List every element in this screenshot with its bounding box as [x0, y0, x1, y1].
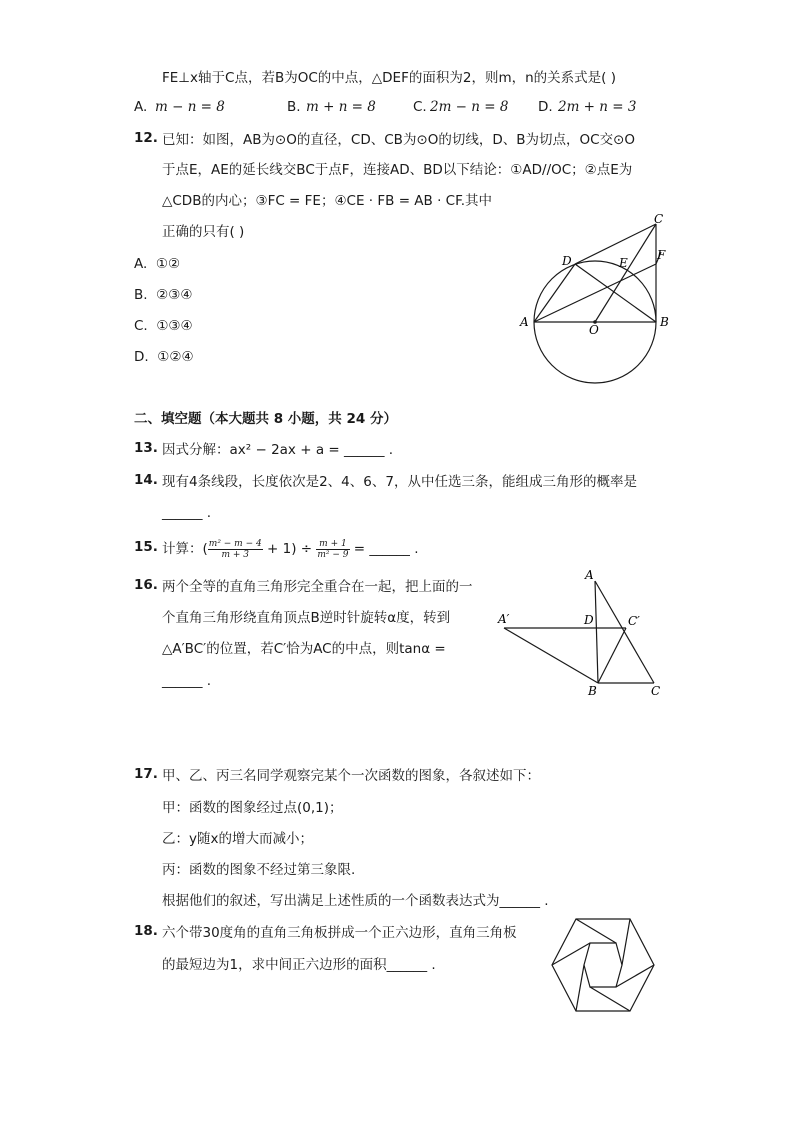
q16-triangle-figure [496, 566, 668, 698]
q13-number: 13. [134, 440, 158, 456]
q16-segment-bc1 [598, 628, 626, 683]
q12-option-a-text: ①② [155, 256, 181, 272]
q15-fraction-1 [208, 539, 263, 560]
q12-option-a-label: A. [134, 256, 148, 272]
q12-line-2: 于点E，AE的延长线交BC于点F，连接AD、BD以下结论：①AD//OC；②点E为 [162, 162, 633, 178]
q14-line-2: ______ . [162, 505, 212, 521]
q11-option-d-label: D. [538, 99, 553, 115]
q15-fraction-1-numerator: m² − m − 4 [208, 538, 262, 549]
q15-middle: + 1) ÷ [262, 541, 317, 557]
q12-option-b-label: B. [134, 287, 148, 303]
q12-option-b [134, 285, 192, 305]
q16-line-2: 个直角三角形绕直角顶点B逆时针旋转α度，转到 [162, 610, 451, 626]
q16-segment-a1b [504, 628, 598, 683]
q12-option-c-label: C. [134, 318, 148, 334]
q12-option-c-text: ①③④ [156, 318, 193, 334]
q12-label-o: O [589, 323, 599, 337]
q15-suffix: = ______ . [349, 541, 419, 557]
q16-number: 16. [134, 577, 158, 593]
q16-line-4: ______ . [162, 673, 212, 689]
q15-expression [162, 536, 419, 562]
q16-line-3: △A′BC′的位置，若C′恰为AC的中点，则tanα = [162, 641, 446, 657]
q18-number: 18. [134, 923, 158, 939]
q11-option-c-label: C. [413, 99, 427, 115]
q12-segment-af [534, 264, 656, 322]
q18-divider-5 [576, 965, 584, 1011]
q12-option-a [134, 254, 180, 274]
q11-option-b-text: m + n = 8 [306, 99, 376, 115]
q18-outer-hexagon [552, 919, 654, 1011]
q17-line-4: 丙：函数的图象不经过第三象限. [162, 862, 356, 878]
q16-label-c: C [651, 684, 661, 698]
q11-option-b-label: B. [287, 99, 301, 115]
q17-number: 17. [134, 766, 158, 782]
q12-option-b-text: ②③④ [156, 287, 193, 303]
q16-label-a: A [585, 568, 594, 582]
q11-continuation: FE⊥x轴于C点，若B为OC的中点，△DEF的面积为2，则m，n的关系式是( ) [162, 70, 616, 86]
q11-option-a-text: m − n = 8 [155, 99, 225, 115]
q18-inner-hexagon [584, 943, 622, 987]
q18-line-1: 六个带30度角的直角三角板拼成一个正六边形，直角三角板 [162, 925, 517, 941]
q12-label-b: B [660, 315, 669, 329]
q12-option-c [134, 316, 193, 336]
q12-segment-bd [575, 264, 656, 322]
q15-fraction-1-denominator: m + 3 [221, 549, 250, 560]
q15-fraction-2-numerator: m + 1 [316, 539, 349, 550]
q16-line-1: 两个全等的直角三角形完全重合在一起，把上面的一 [162, 579, 473, 595]
q16-segment-ab [595, 581, 598, 683]
q18-divider-1 [576, 919, 616, 943]
q12-number: 12. [134, 130, 158, 146]
q18-hexagon-figure [548, 913, 660, 1019]
q14-number: 14. [134, 472, 158, 488]
q17-line-2: 甲：函数的图象经过点(0,1)； [162, 800, 343, 816]
q15-number: 15. [134, 539, 158, 555]
q12-line-4: 正确的只有( ) [162, 224, 245, 240]
q16-label-c1: C′ [628, 614, 640, 628]
q11-option-c-text: 2m − n = 8 [430, 99, 509, 115]
section-2-title: 二、填空题（本大题共 8 小题，共 24 分） [134, 411, 397, 427]
q11-option-d-text: 2m + n = 3 [558, 99, 637, 115]
q18-divider-2 [622, 919, 630, 965]
q16-label-a1: A′ [498, 612, 510, 626]
q12-label-a: A [520, 315, 529, 329]
q12-line-3: △CDB的内心；③FC = FE；④CE · FB = AB · CF.其中 [162, 193, 492, 209]
q14-line-1: 现有4条线段，长度依次是2、4、6、7，从中任选三条，能组成三角形的概率是 [162, 474, 637, 490]
q12-option-d-label: D. [134, 349, 149, 365]
q17-line-5: 根据他们的叙述，写出满足上述性质的一个函数表达式为______ . [162, 893, 549, 909]
q12-label-f: F [657, 248, 666, 262]
q15-prefix: 计算：( [162, 541, 208, 557]
q15-fraction-2 [316, 539, 349, 560]
q12-option-d [134, 347, 194, 367]
q12-segment-ad [534, 264, 575, 322]
q17-line-1: 甲、乙、丙三名同学观察完某个一次函数的图象，各叙述如下： [162, 768, 540, 784]
q18-divider-4 [590, 987, 630, 1011]
q15-fraction-2-denominator: m² − 9 [317, 549, 349, 560]
q17-line-3: 乙：y随x的增大而减小； [162, 831, 313, 847]
q12-line-1: 已知：如图，AB为⊙O的直径，CD、CB为⊙O的切线，D、B为切点，OC交⊙O [162, 132, 636, 148]
q12-option-d-text: ①②④ [157, 349, 194, 365]
q13-text: 因式分解：ax² − 2ax + a = ______ . [162, 442, 394, 458]
q12-label-d: D [562, 254, 572, 268]
q12-label-e: E [619, 256, 628, 270]
q12-label-c: C [654, 212, 664, 226]
q16-label-d: D [584, 613, 594, 627]
q11-option-a-label: A. [134, 99, 148, 115]
q18-line-2: 的最短边为1，求中间正六边形的面积______ . [162, 957, 436, 973]
q12-circle-figure [512, 208, 684, 386]
q16-label-b: B [588, 684, 597, 698]
